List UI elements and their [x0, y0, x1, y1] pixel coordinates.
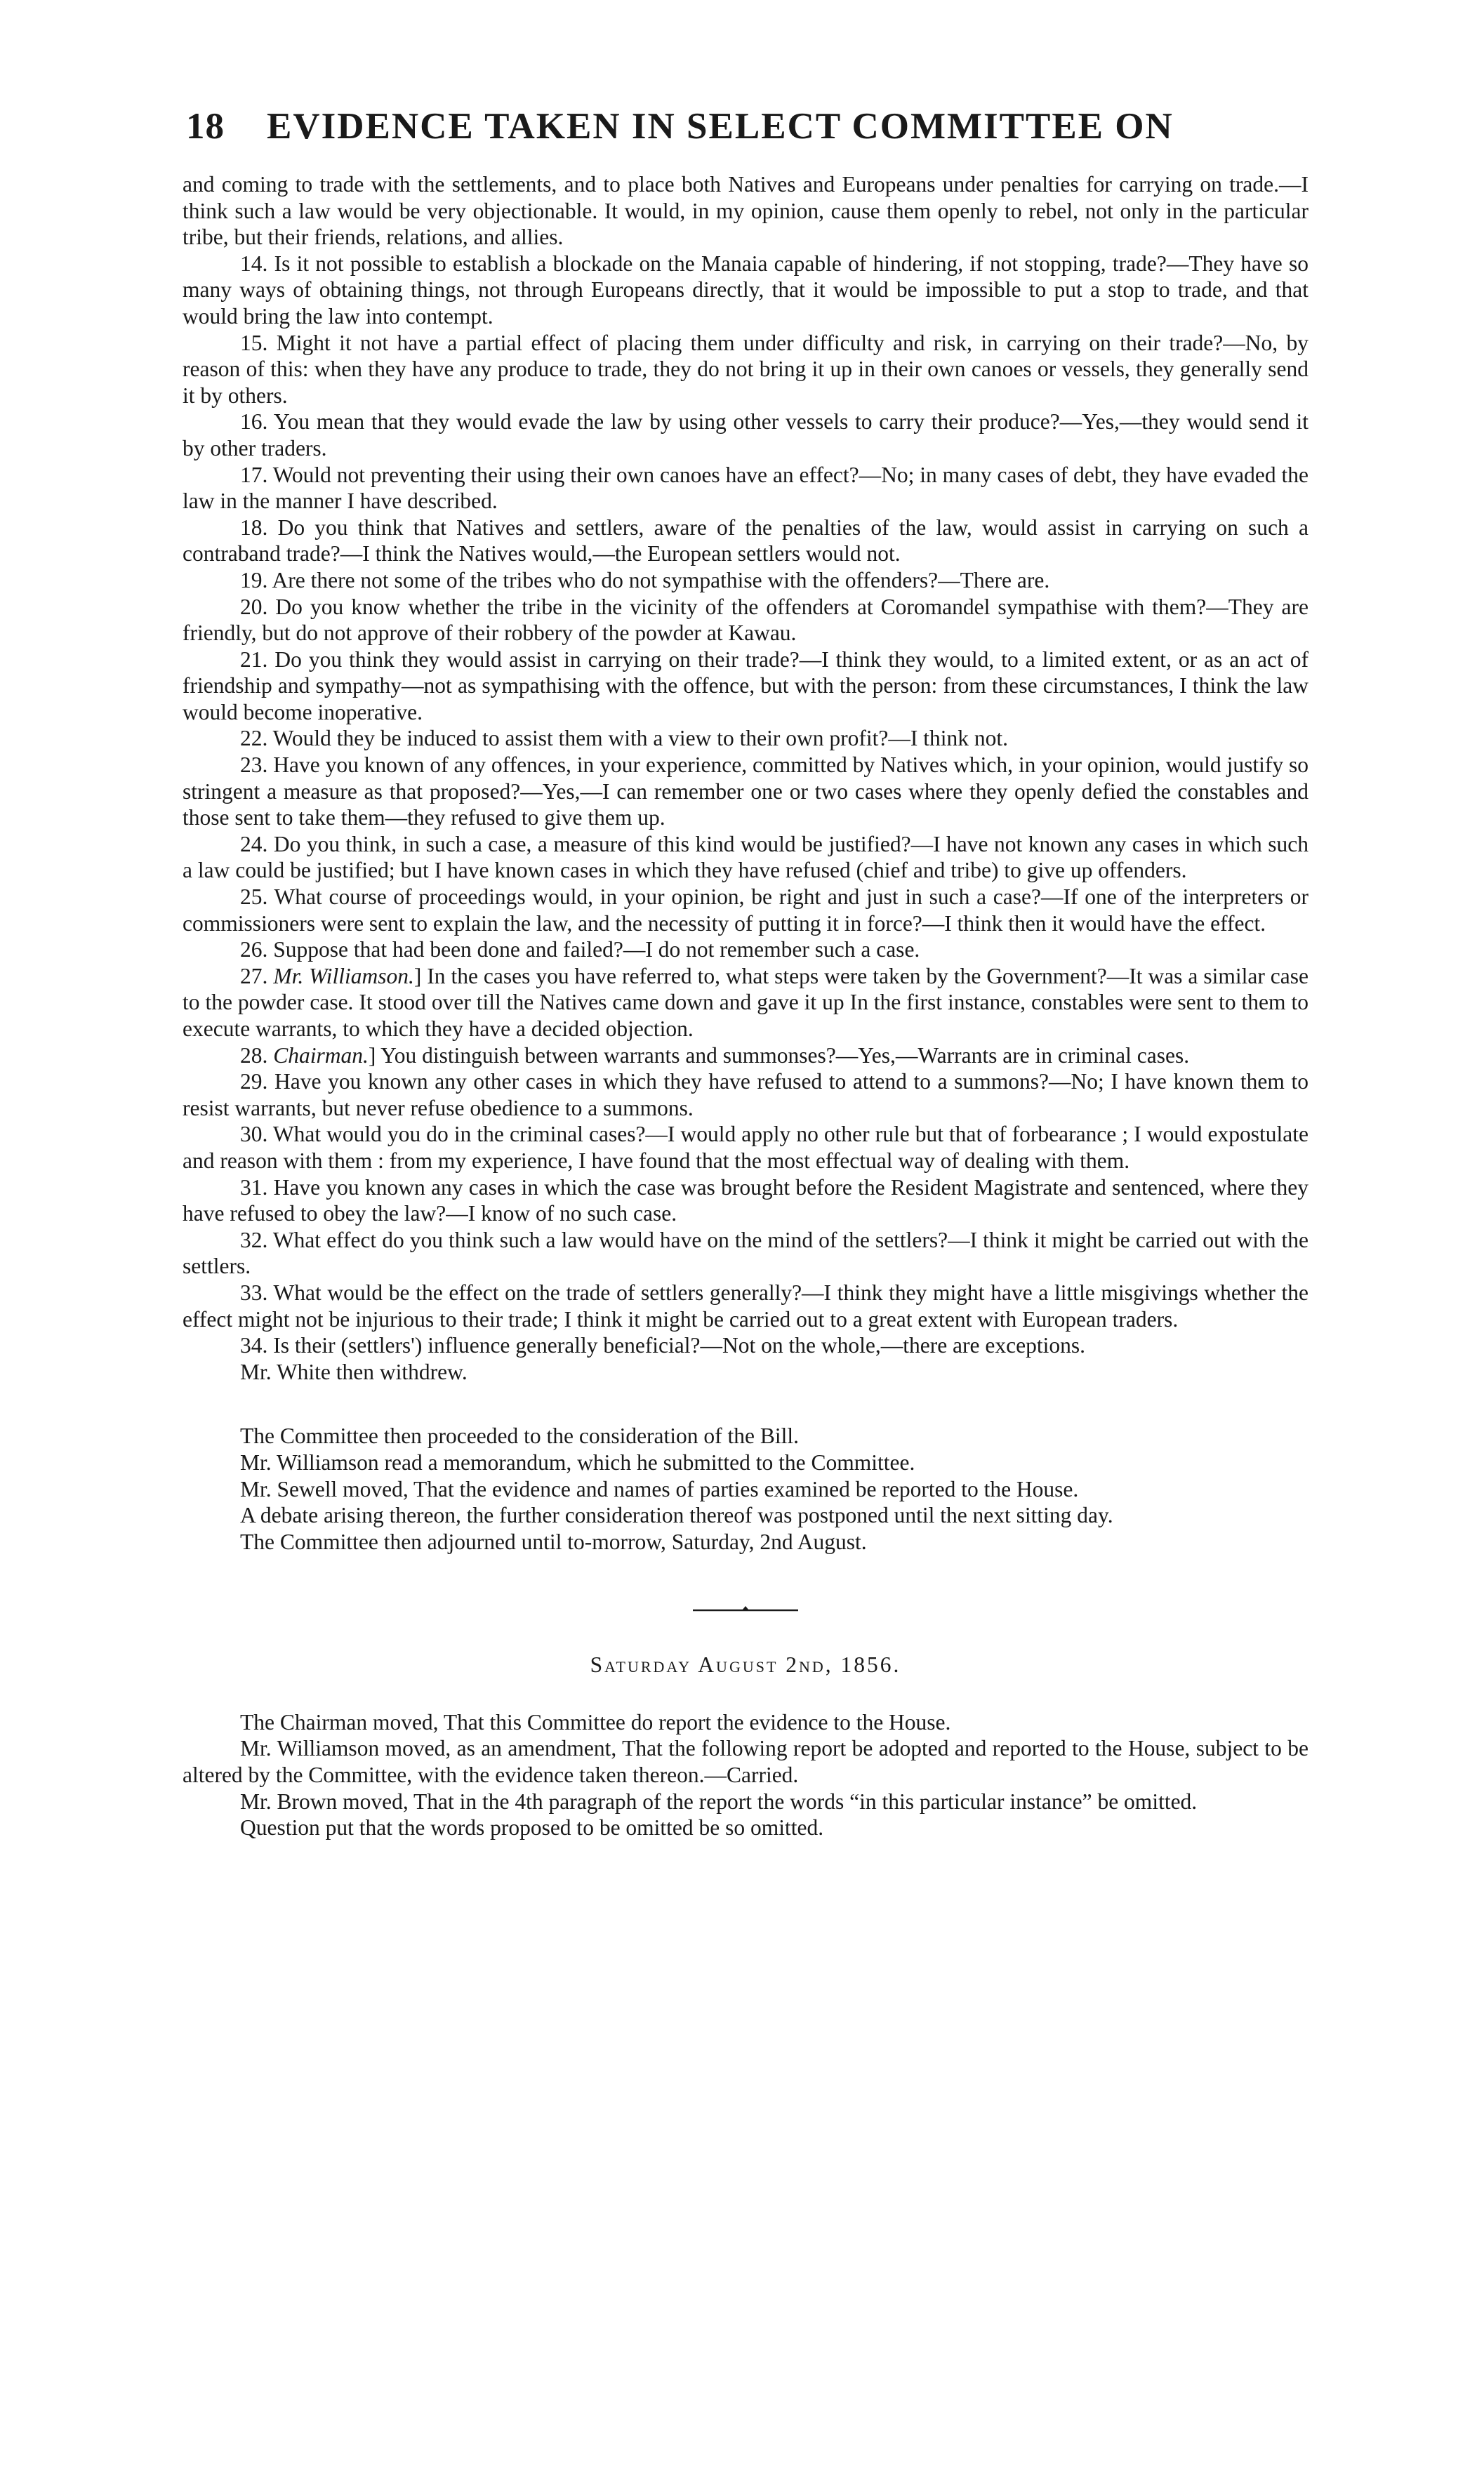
- saturday-proceedings: [183, 1709, 1309, 1841]
- evidence-paragraph: 29. Have you known any other cases in which they have refused to attend to a summons?—No; I have known them to resist warrants, but never refuse obedience to a summons.: [183, 1069, 1309, 1120]
- speaker-name: Mr. Williamson.: [273, 963, 414, 988]
- evidence-paragraph: 27. Mr. Williamson.] In the cases you have referred to, what steps were taken by the Government?—It was a similar case to the powder case. It stood over till the Natives came down and gave it up In the first instance, constables were sent to them to execute warrants, to which they have a decided objection.: [183, 963, 1309, 1041]
- proceedings-section: [183, 1423, 1309, 1555]
- saturday-paragraph: Mr. Brown moved, That in the 4th paragraph of the report the words “in this particular instance” be omitted.: [240, 1789, 1198, 1814]
- page-number: 18: [186, 106, 225, 147]
- evidence-paragraph: 25. What course of proceedings would, in your opinion, be right and just in such a case?—If one of the interpreters or commissioners were sent to explain the law, and the necessity of putting it in force?—I think then it would have the effect.: [183, 884, 1309, 936]
- evidence-paragraph: 17. Would not preventing their using their own canoes have an effect?—No; in many cases of debt, they have evaded the law in the manner I have described.: [183, 462, 1309, 514]
- page-header: [186, 105, 1309, 147]
- evidence-paragraph: 32. What effect do you think such a law would have on the mind of the settlers?—I think it might be carried out with the settlers.: [183, 1227, 1309, 1279]
- evidence-paragraph: 26. Suppose that had been done and failed?—I do not remember such a case.: [240, 937, 920, 962]
- proceedings-paragraph: The Committee then adjourned until to-morrow, Saturday, 2nd August.: [240, 1529, 867, 1554]
- saturday-paragraph: Mr. Williamson moved, as an amendment, That the following report be adopted and reported to the House, subject to be altered by the Committee, with the evidence taken thereon.—Carried.: [183, 1736, 1309, 1788]
- evidence-section: [183, 171, 1309, 1385]
- date-heading: Saturday August 2nd, 1856.: [590, 1652, 901, 1678]
- saturday-paragraph: Question put that the words proposed to be omitted be so omitted.: [240, 1815, 824, 1841]
- evidence-paragraph: 16. You mean that they would evade the law by using other vessels to carry their produce?—Yes,—they would send it by other traders.: [183, 409, 1309, 460]
- evidence-paragraph: 18. Do you think that Natives and settlers, aware of the penalties of the law, would assist in carrying on such a contraband trade?—I think the Natives would,—the European settlers would not.: [183, 515, 1309, 566]
- divider-ornament-icon: [693, 1603, 798, 1617]
- evidence-paragraph: 20. Do you know whether the tribe in the vicinity of the offenders at Coromandel sympathise with them?—They are friendly, but do not approve of their robbery of the powder at Kawau.: [183, 594, 1309, 646]
- proceedings-paragraph: Mr. Sewell moved, That the evidence and names of parties examined be reported to the House.: [240, 1476, 1079, 1501]
- speaker-name: Chairman.: [273, 1042, 369, 1068]
- proceedings-paragraph: A debate arising thereon, the further consideration thereof was postponed until the next sitting day.: [240, 1503, 1113, 1528]
- evidence-paragraph: 31. Have you known any cases in which the case was brought before the Resident Magistrate and sentenced, where they have refused to obey the law?—I know of no such case.: [183, 1174, 1309, 1226]
- document-body: [183, 171, 1309, 1841]
- evidence-paragraph: 30. What would you do in the criminal cases?—I would apply no other rule but that of forbearance ; I would expostulate and reason with them : from my experience, I have found that the most effectual way of dealing with them.: [183, 1122, 1309, 1173]
- evidence-paragraph: 24. Do you think, in such a case, a measure of this kind would be justified?—I have not known any cases in which such a law could be justified; but I have known cases in which they have refused (chief and tribe) to give up offenders.: [183, 831, 1309, 883]
- evidence-paragraph: 19. Are there not some of the tribes who do not sympathise with the offenders?—There are.: [240, 567, 1050, 592]
- evidence-paragraph: 14. Is it not possible to establish a blockade on the Manaia capable of hindering, if not stopping, trade?—They have so many ways of obtaining things, not through Europeans directly, that it would be impossible to put a stop to trade, and that would bring the law into contempt.: [183, 251, 1309, 329]
- evidence-paragraph: 28. Chairman.] You distinguish between warrants and summonses?—Yes,—Warrants are in criminal cases.: [240, 1042, 1190, 1068]
- saturday-paragraph: The Chairman moved, That this Committee do report the evidence to the House.: [240, 1709, 951, 1735]
- evidence-paragraph: Mr. White then withdrew.: [240, 1359, 468, 1384]
- proceedings-paragraph: Mr. Williamson read a memorandum, which he submitted to the Committee.: [240, 1450, 915, 1475]
- evidence-paragraph: 22. Would they be induced to assist them with a view to their own profit?—I think not.: [240, 726, 1008, 751]
- evidence-paragraph: and coming to trade with the settlements, and to place both Natives and Europeans under penalties for carrying on trade.—I think such a law would be very objectionable. It would, in my opinion, cause them openly to rebel, not only in the particular tribe, but their friends, relations, and allies.: [183, 172, 1309, 250]
- evidence-paragraph: 34. Is their (settlers') influence generally beneficial?—Not on the whole,—there are exceptions.: [240, 1333, 1085, 1358]
- proceedings-paragraph: The Committee then proceeded to the consideration of the Bill.: [240, 1424, 800, 1449]
- section-divider: [183, 1597, 1309, 1625]
- evidence-paragraph: 23. Have you known of any offences, in your experience, committed by Natives which, in your opinion, would justify so stringent a measure as that proposed?—Yes,—I can remember one or two cases where they openly defied the constables and those sent to take them—they refused to give them up.: [183, 752, 1309, 830]
- evidence-paragraph: 33. What would be the effect on the trade of settlers generally?—I think they might have a little misgivings whether the effect might not be injurious to their trade; I think it might be carried out to a great extent with European traders.: [183, 1280, 1309, 1332]
- evidence-paragraph: 15. Might it not have a partial effect of placing them under difficulty and risk, in carrying on their trade?—No, by reason of this: when they have any produce to trade, they do not bring it up in their own canoes or vessels, they generally send it by others.: [183, 330, 1309, 408]
- evidence-paragraph: 21. Do you think they would assist in carrying on their trade?—I think they would, to a limited extent, or as an act of friendship and sympathy—not as sympathising with the offence, but with the person: from these circumstances, I think the law would become inoperative.: [183, 646, 1309, 724]
- running-title: EVIDENCE TAKEN IN SELECT COMMITTEE ON: [267, 106, 1174, 147]
